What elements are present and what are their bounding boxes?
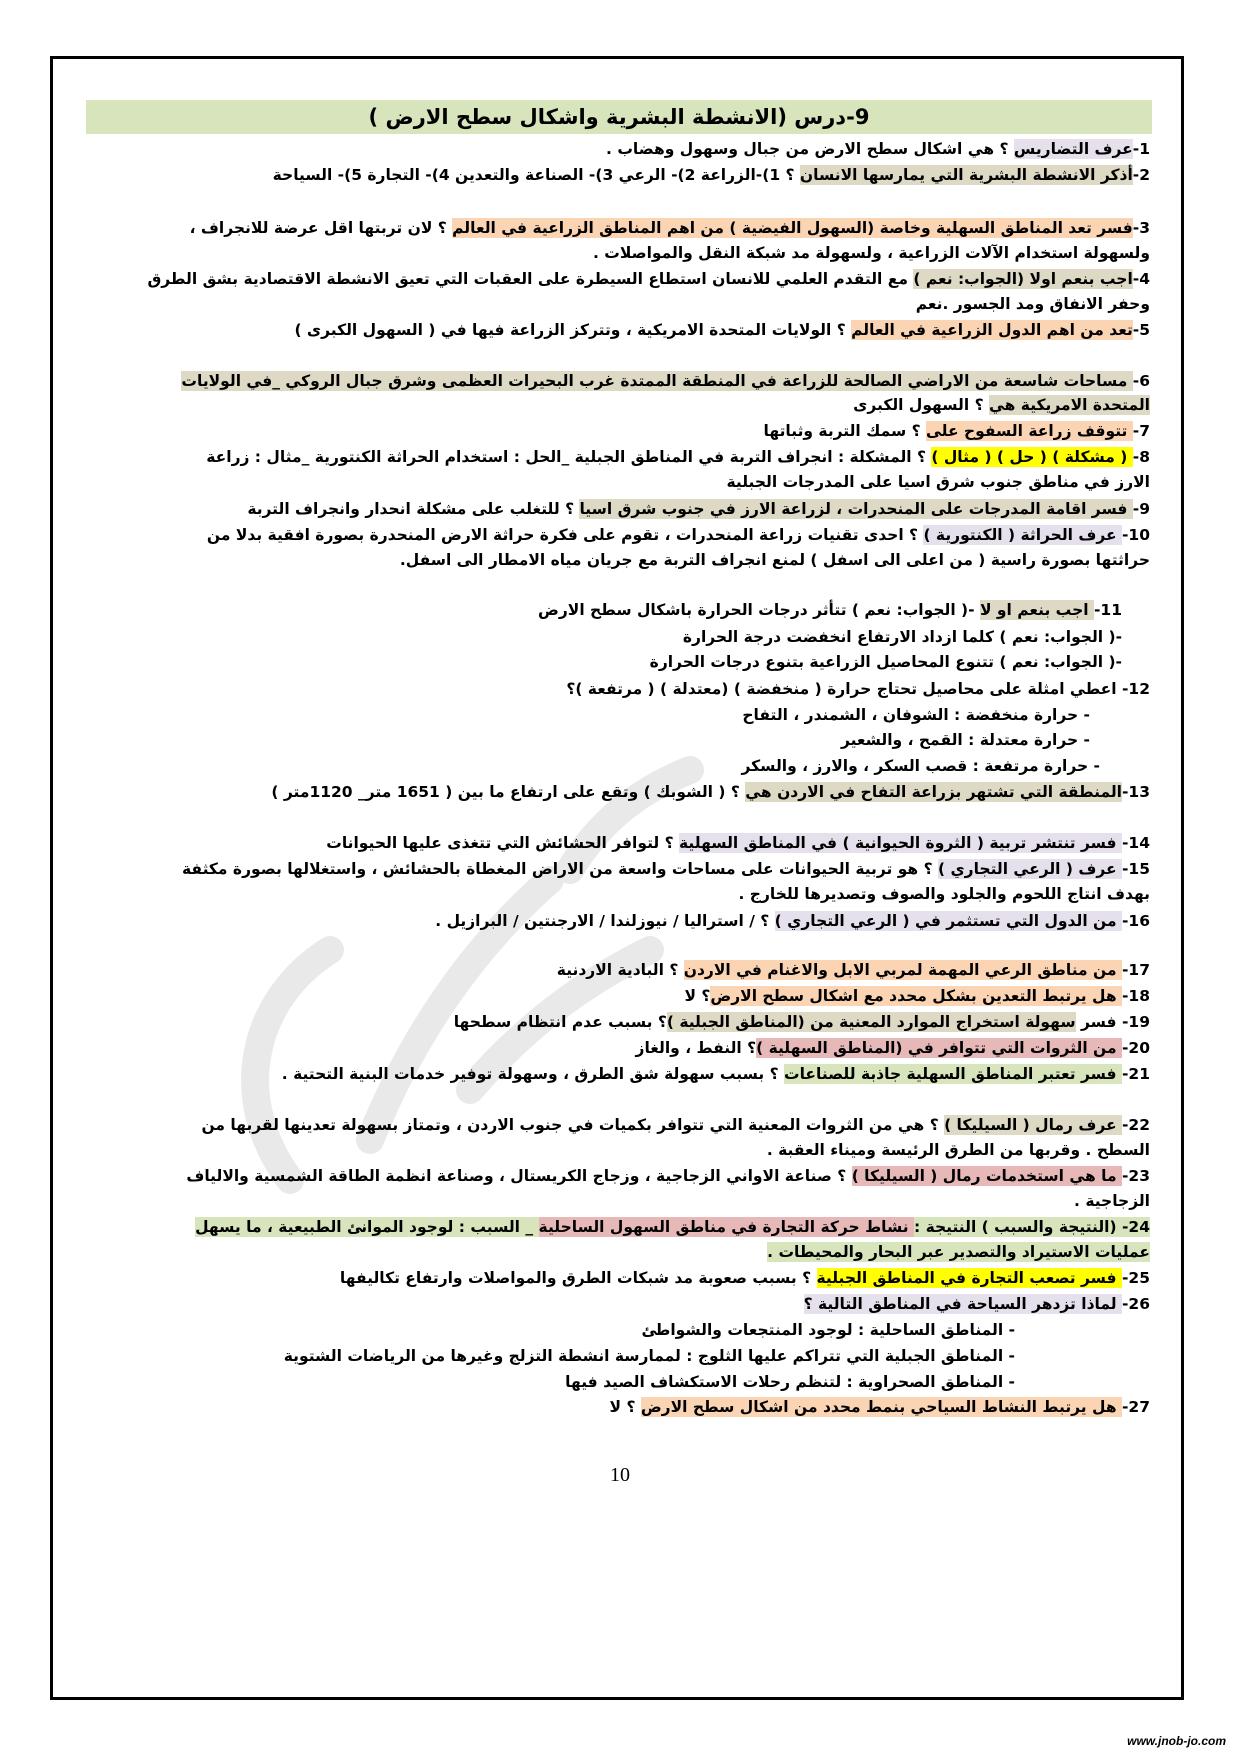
line-text: ؟ النفط ، والغاز	[635, 1039, 757, 1057]
line-text: 7-	[1132, 422, 1150, 440]
line-text: 10-	[1121, 526, 1150, 544]
answer-line	[100, 754, 1100, 779]
answer-line	[100, 393, 1150, 418]
question-line	[100, 1164, 1150, 1189]
line-text: 20-	[1121, 1039, 1150, 1057]
line-text: ؟ احدى تقنيات زراعة المنحدرات ، تقوم على فكرة حراثة الارض المنحدرة بصورة افقية بدلا من	[206, 526, 924, 544]
highlighted-text: هل يرتبط النشاط السياحي بنمط محدد من اشكال سطح الارض	[640, 1398, 1122, 1416]
line-text: ؟ بسبب صعوبة مد شبكات الطرق والمواصلات وارتفاع تكاليفها	[339, 1269, 817, 1287]
highlighted-text: فسر تعد المناطق السهلية وخاصة (السهول الفيضية ) من اهم المناطق الزراعية في العالم	[452, 219, 1133, 237]
question-line	[100, 369, 1150, 394]
question-line	[100, 1062, 1150, 1087]
footer-website: www.jnob-jo.com	[1127, 1734, 1226, 1748]
highlighted-text: فسر تصعب التجارة في المناطق الجبلية	[816, 1269, 1122, 1287]
question-line	[100, 909, 1150, 934]
line-text: - حرارة منخفضة : الشوفان ، الشمندر ، التفاح	[742, 706, 1090, 724]
answer-line	[100, 625, 1122, 650]
line-text: -( الجواب: نعم ) كلما ازداد الارتفاع انخفضت درجة الحرارة	[682, 628, 1122, 646]
lesson-title: 9-درس (الانشطة البشرية واشكال سطح الارض )	[368, 105, 870, 129]
line-text: ؟ هي اشكال سطح الارض من جبال وسهول وهضاب .	[606, 140, 1014, 158]
answer-line	[100, 882, 1150, 907]
question-line	[100, 780, 1150, 805]
line-text: مع التقدم العلمي للانسان استطاع السيطرة على العقبات التي تعيق الانشطة الاقتصادية بشق الطرق	[147, 270, 914, 288]
line-text: ؟ البادية الاردنية	[556, 961, 684, 979]
highlighted-text: تعد من اهم الدول الزراعية في العالم	[851, 321, 1133, 339]
line-text: -( الجواب: نعم ) تتنوع المحاصيل الزراعية بتنوع درجات الحرارة	[649, 653, 1122, 671]
line-text: - المناطق الصحراوية : لتنظم رحلات الاستكشاف الصيد فيها	[565, 1373, 1015, 1391]
line-text: 19- فسر	[1075, 1013, 1150, 1031]
answer-line	[100, 728, 1090, 753]
highlighted-text: نشاط حركة التجارة في مناطق السهول الساحلية	[538, 1218, 914, 1236]
line-text: 14-	[1121, 834, 1150, 852]
line-text: الارز في مناطق جنوب شرق اسيا على المدرجات الجبلية	[726, 473, 1150, 491]
line-text: ؟ بسبب سهولة شق الطرق ، وسهولة توفير خدمات البنية التحتية .	[281, 1065, 785, 1083]
line-text: ؟ لتوافر الحشائش التي تتغذى عليها الحيوانات	[326, 834, 680, 852]
highlighted-text: تتوقف زراعة السفوح على	[926, 422, 1133, 440]
highlighted-text: لماذا تزدهر السياحة في المناطق التالية ؟	[803, 1295, 1122, 1313]
line-text: ؟ لا	[609, 1398, 641, 1416]
question-line	[100, 137, 1150, 162]
highlighted-text: 24- (النتيجة والسبب ) النتيجة :	[913, 1218, 1150, 1236]
line-text: ؟ بسبب عدم انتظام سطحها	[453, 1013, 667, 1031]
highlighted-text: عرف الحراثة ( الكنتورية )	[923, 526, 1122, 544]
question-line	[100, 1266, 1150, 1291]
line-text: 1-	[1132, 140, 1150, 158]
line-text: 3-	[1132, 219, 1150, 237]
line-text: 2-	[1132, 166, 1150, 184]
line-text: ولسهولة استخدام الآلات الزراعية ، ولسهولة مد شبكة النقل والمواصلات .	[592, 244, 1150, 262]
answer-line	[100, 1370, 1015, 1395]
highlighted-text: عرف التضاريس	[1013, 140, 1133, 158]
line-text: ؟ / استراليا / نيوزلندا / الارجنتين / البرازيل .	[435, 912, 775, 930]
line-text: 13-	[1121, 783, 1150, 801]
question-line	[100, 677, 1150, 702]
highlighted-text: فسر اقامة المدرجات على المنحدرات ، لزراعة الارز في جنوب شرق اسيا	[579, 500, 1133, 518]
line-text: 6-	[1132, 372, 1150, 390]
question-line	[100, 1036, 1150, 1061]
line-text: 11-	[1093, 601, 1122, 619]
highlighted-text: اجب بنعم اولا (الجواب: نعم )	[913, 270, 1133, 288]
line-text: 8-	[1132, 448, 1150, 466]
line-text: ؟ لا	[684, 987, 711, 1005]
line-text: - المناطق الساحلية : لوجود المنتجعات والشواطئ	[641, 1321, 1015, 1339]
highlighted-text: _ السبب : لوجود الموانئ الطبيعية ، ما يسهل	[195, 1218, 539, 1236]
answer-line	[100, 548, 1150, 573]
line-text: ؟ السهول الكبرى	[853, 396, 989, 414]
question-line	[100, 598, 1122, 623]
page-number: 10	[610, 1464, 630, 1486]
line-text: 17-	[1121, 961, 1150, 979]
question-line	[100, 216, 1150, 241]
line-text: ؟ ( الشوبك ) وتقع على ارتفاع ما بين ( 1651 متر_ 1120متر )	[271, 783, 746, 801]
highlighted-text: مساحات شاسعة من الاراضي الصالحة للزراعة في المنطقة الممتدة غرب البحيرات العظمى وشرق جبال الروكي _في الولايات	[181, 372, 1133, 390]
answer-line	[100, 1318, 1015, 1343]
highlighted-text: فسر تنتشر تربية ( الثروة الحيوانية ) في المناطق السهلية	[679, 834, 1122, 852]
answer-line	[100, 241, 1150, 266]
answer-line	[100, 1189, 1150, 1214]
question-line	[100, 523, 1150, 548]
line-text: حراثتها بصورة راسية ( من اعلى الى اسفل ) لمنع انجراف التربة مع جريان مياه الامطار الى اسفل.	[399, 551, 1150, 569]
highlighted-text: سهولة استخراج الموارد المعنية من (المناطق الجبلية )	[666, 1013, 1076, 1031]
question-line	[100, 1113, 1150, 1138]
line-text: 4-	[1132, 270, 1150, 288]
highlighted-text: المتحدة الامريكية هي	[988, 396, 1150, 414]
answer-line	[100, 1344, 1015, 1369]
answer-line	[100, 650, 1122, 675]
highlighted-text: عرف ( الرعي التجاري )	[937, 860, 1122, 878]
highlighted-text: من الثروات التي تتوافر في (المناطق السهلية )	[756, 1039, 1122, 1057]
line-text: 15-	[1121, 860, 1150, 878]
line-text: وحفر الانفاق ومد الجسور .نعم	[915, 295, 1150, 313]
answer-line	[100, 470, 1150, 495]
line-text: ؟ للتغلب على مشكلة انحدار وانجراف التربة	[247, 500, 580, 518]
line-text: ؟ المشكلة : انجراف التربة في المناطق الجبلية _الحل : استخدام الحراثة الكنتورية _مثال : زراعة	[206, 448, 932, 466]
answer-line	[100, 703, 1090, 728]
question-line	[100, 1215, 1150, 1240]
line-text: الزجاجية .	[1074, 1192, 1150, 1210]
question-line	[100, 267, 1150, 292]
line-text: 21-	[1121, 1065, 1150, 1083]
line-text: ؟ هي من الثروات المعنية التي تتوافر بكميات في جنوب الاردن ، وتمتاز بسهولة تعدينها لقربها من	[201, 1116, 945, 1134]
question-line	[100, 958, 1150, 983]
question-line	[100, 163, 1150, 188]
question-line	[100, 984, 1150, 1009]
line-text: ؟ صناعة الاواني الزجاجية ، وزجاج الكريستال ، وصناعة انظمة الطاقة الشمسية والالياف	[186, 1167, 852, 1185]
highlighted-text: المنطقة التي تشتهر بزراعة التفاح في الاردن هي	[745, 783, 1122, 801]
line-text: السطح . وقربها من الطرق الرئيسة وميناء العقبة .	[766, 1141, 1150, 1159]
line-text: 25-	[1121, 1269, 1150, 1287]
question-line	[100, 857, 1150, 882]
highlighted-text: من الدول التي تستثمر في ( الرعي التجاري )	[774, 912, 1122, 930]
line-text: 5-	[1132, 321, 1150, 339]
line-text: ؟ سمك التربة وثباتها	[763, 422, 926, 440]
question-line	[100, 318, 1150, 343]
line-text: 16-	[1121, 912, 1150, 930]
highlighted-text: أذكر الانشطة البشرية التي يمارسها الانسان	[799, 166, 1133, 184]
question-line	[100, 445, 1150, 470]
line-text: 27-	[1121, 1398, 1150, 1416]
highlighted-text: ما هي استخدمات رمال ( السيليكا )	[851, 1167, 1122, 1185]
line-text: - المناطق الجبلية التي تتراكم عليها الثلوج : لممارسة انشطة التزلج وغيرها من الرياضات الشتوية	[283, 1347, 1015, 1365]
highlighted-text: عمليات الاستيراد والتصدير عبر البحار والمحيطات .	[767, 1243, 1150, 1261]
line-text: بهدف انتاج اللحوم والجلود والصوف وتصديرها للخارج .	[738, 885, 1150, 903]
line-text: - حرارة مرتفعة : قصب السكر ، والارز ، والسكر	[741, 757, 1100, 775]
line-text: -( الجواب: نعم ) تتأثر درجات الحرارة باشكال سطح الارض	[538, 601, 980, 619]
answer-line	[100, 1240, 1150, 1265]
line-text: 23-	[1121, 1167, 1150, 1185]
line-text: 12- اعطي امثلة على محاصيل تحتاج حرارة ( منخفضة ) (معتدلة ) ( مرتفعة )؟	[566, 680, 1150, 698]
highlighted-text: اجب بنعم او لا	[979, 601, 1094, 619]
line-text: 18-	[1121, 987, 1150, 1005]
question-line	[100, 1395, 1150, 1420]
line-text: ؟ 1)-الزراعة 2)- الرعي 3)- الصناعة والتعدين 4)- التجارة 5)- السياحة	[272, 166, 800, 184]
highlighted-text: هل يرتبط التعدين بشكل محدد مع اشكال سطح الارض	[710, 987, 1122, 1005]
line-text: - حرارة معتدلة : القمح ، والشعير	[840, 731, 1090, 749]
line-text: ؟ لان تربتها اقل عرضة للانجراف ،	[189, 219, 453, 237]
highlighted-text: ( مشكلة ) ( حل ) ( مثال )	[931, 448, 1133, 466]
line-text: ؟ الولايات المتحدة الامريكية ، وتتركز الزراعة فيها في ( السهول الكبرى )	[294, 321, 852, 339]
question-line	[100, 1010, 1150, 1035]
line-text: 22-	[1121, 1116, 1150, 1134]
line-text: 26-	[1121, 1295, 1150, 1313]
question-line	[100, 1292, 1150, 1317]
line-text: ؟ هو تربية الحيوانات على مساحات واسعة من الاراض المغطاة بالحشائش ، واستغلالها بصورة مكثفة	[182, 860, 938, 878]
question-line	[100, 419, 1150, 444]
line-text: 9-	[1132, 500, 1150, 518]
highlighted-text: عرف رمال ( السيليكا )	[944, 1116, 1122, 1134]
highlighted-text: من مناطق الرعي المهمة لمربي الابل والاغنام في الاردن	[683, 961, 1122, 979]
question-line	[100, 831, 1150, 856]
question-line	[100, 497, 1150, 522]
highlighted-text: فسر تعتبر المناطق السهلية جاذبة للصناعات	[784, 1065, 1122, 1083]
answer-line	[100, 292, 1150, 317]
answer-line	[100, 1138, 1150, 1163]
